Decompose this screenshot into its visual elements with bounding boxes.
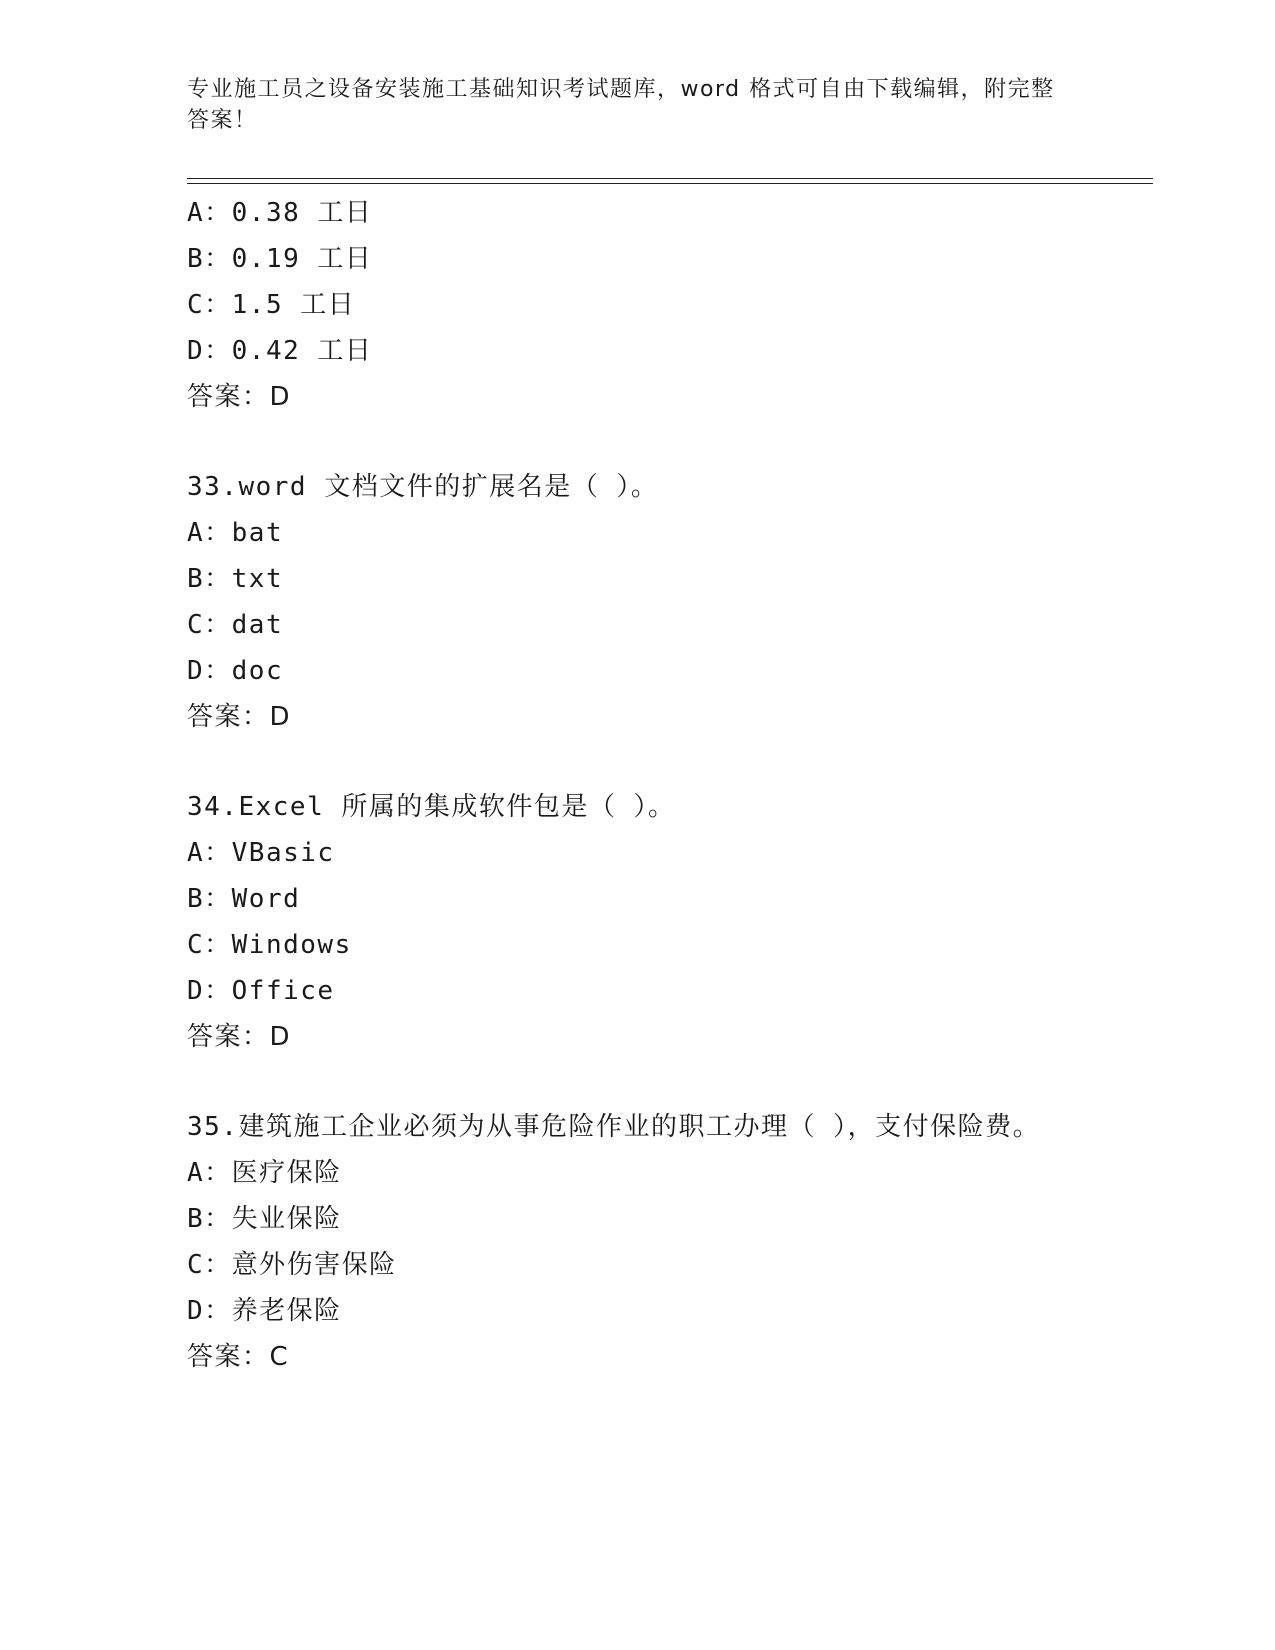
option-a: A：医疗保险 <box>187 1158 342 1188</box>
question-block <box>187 1104 1087 1380</box>
document-header: 专业施工员之设备安装施工基础知识考试题库，word 格式可自由下载编辑，附完整答案！ <box>187 77 1055 133</box>
header-divider-bottom <box>187 183 1153 184</box>
option-d: D：doc <box>187 656 284 686</box>
question-stem: 35.建筑施工企业必须为从事危险作业的职工办理（ ），支付保险费。 <box>187 1112 1041 1142</box>
option-d: D：养老保险 <box>187 1296 342 1326</box>
option-b: B：Word <box>187 884 301 914</box>
option-c: C：1.5 工日 <box>187 290 356 320</box>
header-divider-top <box>187 178 1153 179</box>
option-a: A：VBasic <box>187 838 335 868</box>
option-a: A：0.38 工日 <box>187 198 373 228</box>
answer-line: 答案：D <box>187 1022 292 1052</box>
option-b: B：txt <box>187 564 284 594</box>
option-c: C：Windows <box>187 930 352 960</box>
question-list <box>187 190 1087 1380</box>
option-a: A：bat <box>187 518 284 548</box>
answer-line: 答案：D <box>187 702 292 732</box>
answer-line: 答案：C <box>187 1342 290 1372</box>
option-b: B：0.19 工日 <box>187 244 373 274</box>
question-stem: 34.Excel 所属的集成软件包是（ ）。 <box>187 792 676 822</box>
answer-line: 答案：D <box>187 382 292 412</box>
option-d: D：Office <box>187 976 335 1006</box>
question-block <box>187 784 1087 1060</box>
question-block <box>187 464 1087 740</box>
option-b: B：失业保险 <box>187 1204 342 1234</box>
option-c: C：意外伤害保险 <box>187 1250 397 1280</box>
question-stem: 33.word 文档文件的扩展名是（ ）。 <box>187 472 659 502</box>
option-d: D：0.42 工日 <box>187 336 373 366</box>
question-block <box>187 190 1087 420</box>
option-c: C：dat <box>187 610 284 640</box>
